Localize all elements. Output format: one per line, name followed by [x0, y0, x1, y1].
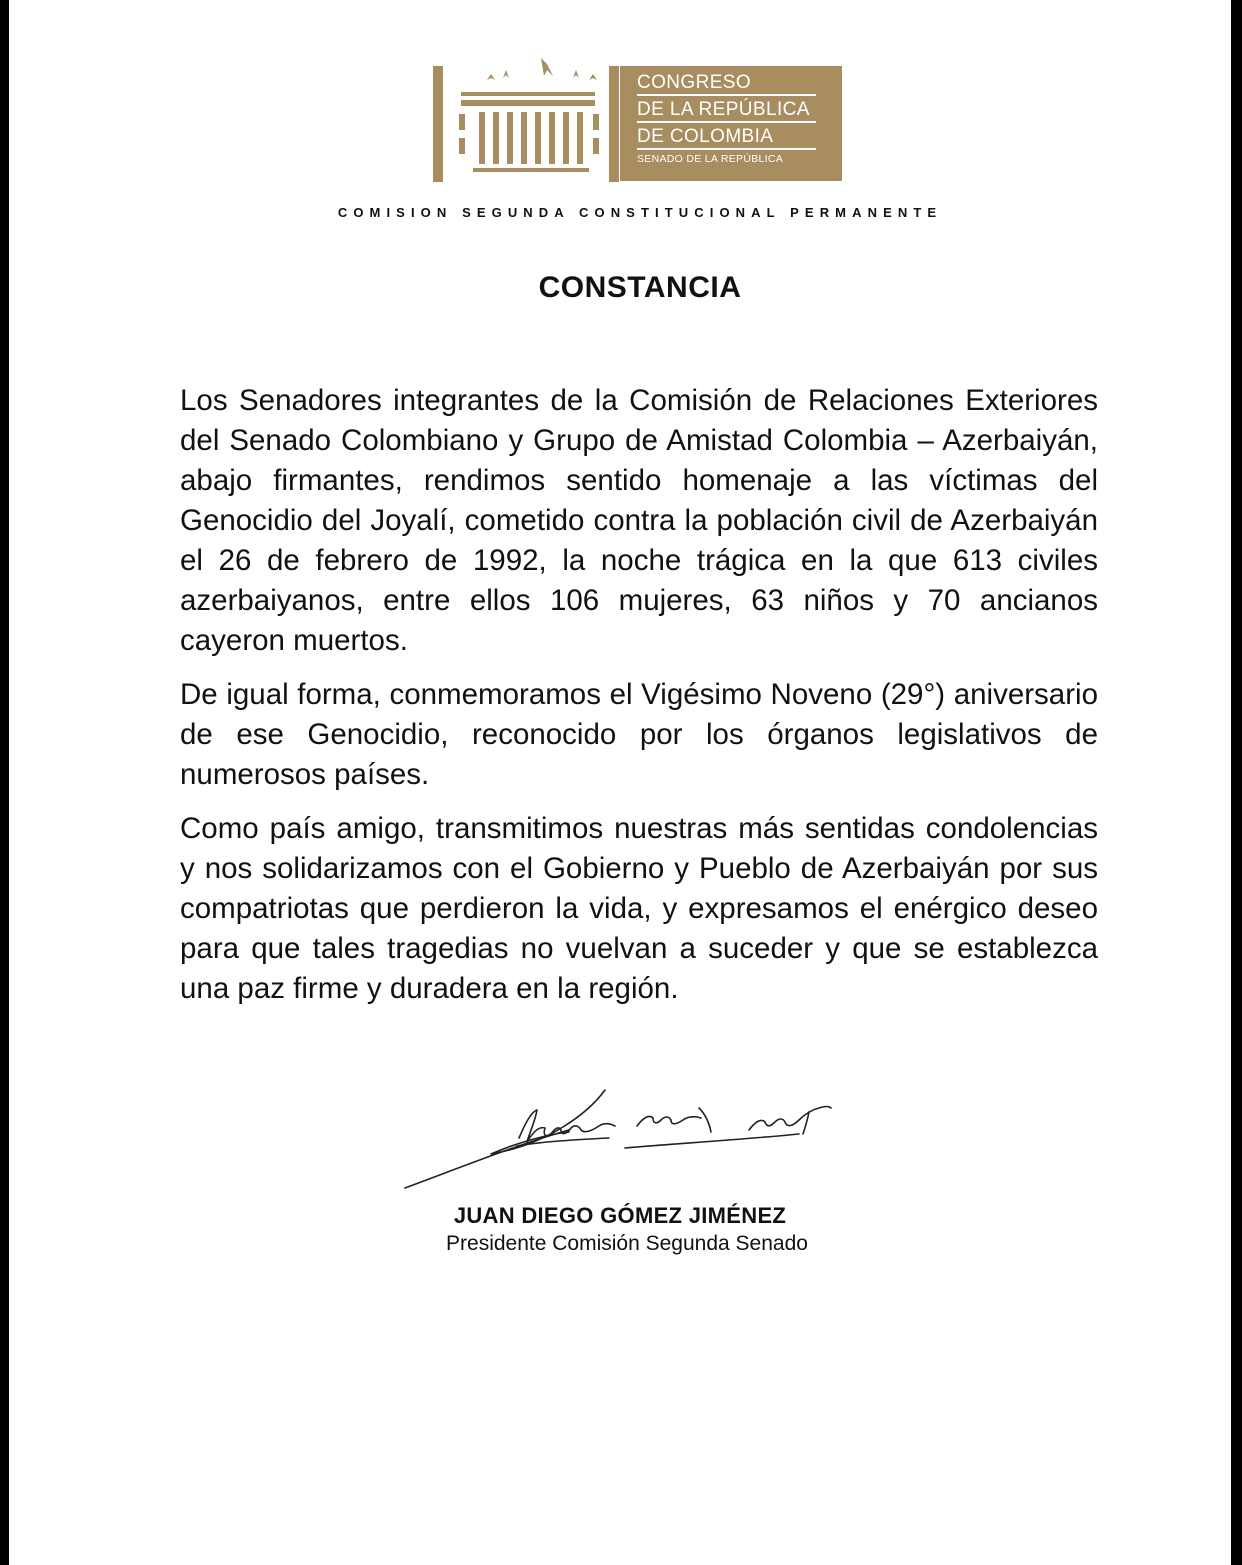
body-paragraph: Como país amigo, transmitimos nuestras más sentidas condolencias y nos solidarizamos con el Gobierno y Pueblo de Azerbaiyán por sus compatriotas que perdieron la vida, y expresamos el enérgico deseo para que tales tragedias no vuelvan a suceder y que se establezca una paz firme y duradera en la región.	[180, 812, 1098, 1005]
commission-heading: COMISION SEGUNDA CONSTITUCIONAL PERMANENTE	[337, 205, 943, 220]
logo-subline: SENADO DE LA REPÚBLICA	[637, 153, 784, 165]
logo-line-3: DE COLOMBIA	[637, 126, 774, 147]
signer-role: Presidente Comisión Segunda Senado	[446, 1232, 808, 1255]
document-page	[9, 0, 1231, 1565]
body-paragraph: Los Senadores integrantes de la Comisión de Relaciones Exteriores del Senado Colombiano y Grupo de Amistad Colombia – Azerbaiyán, abajo firmantes, rendimos sentido homenaje a las víctimas del Genocidio del Joyalí, cometido contra la población civil de Azerbaiyán el 26 de febrero de 1992, la noche trágica en la que 613 civiles azerbaiyanos, entre ellos 106 mujeres, 63 niños y 70 ancianos cayeron muertos.	[180, 384, 1098, 657]
handwritten-signature	[399, 1082, 859, 1192]
logo-line-2: DE LA REPÚBLICA	[637, 99, 810, 120]
logo-line-1: CONGRESO	[637, 72, 752, 93]
congress-logo	[620, 66, 842, 181]
logo-divider	[637, 148, 816, 150]
page-edge-left	[0, 0, 9, 1565]
signer-name: JUAN DIEGO GÓMEZ JIMÉNEZ	[453, 1203, 787, 1228]
congress-building-icon	[433, 56, 619, 182]
document-title: CONSTANCIA	[538, 271, 742, 304]
logo-divider	[637, 121, 816, 123]
body-paragraph: De igual forma, conmemoramos el Vigésimo Noveno (29°) aniversario de ese Genocidio, reconocido por los órganos legislativos de numerosos países.	[180, 678, 1098, 791]
logo-divider	[637, 94, 816, 96]
document-body	[180, 381, 1098, 1023]
page-edge-right	[1231, 0, 1242, 1565]
